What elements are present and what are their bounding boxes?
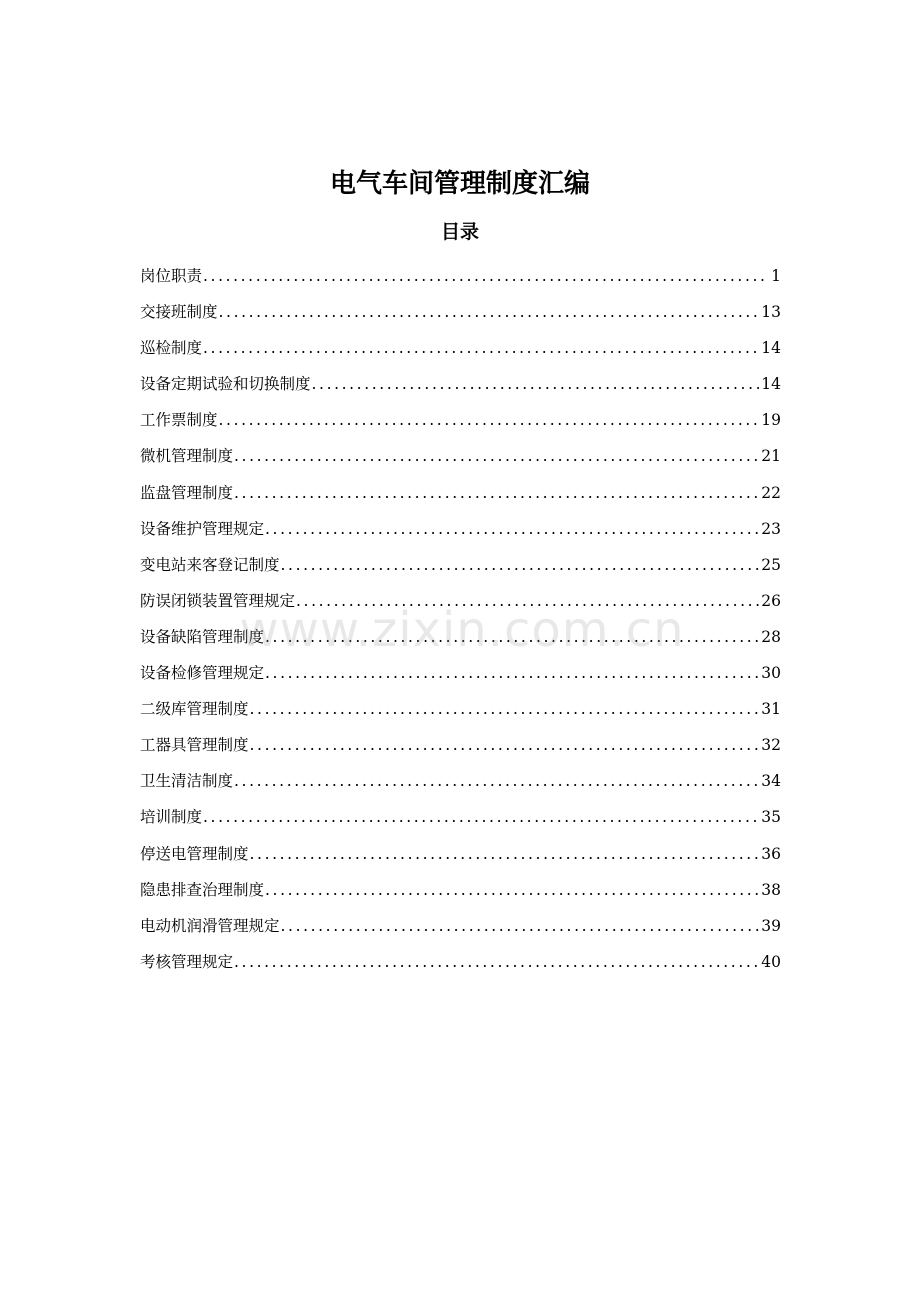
toc-entry-label: 停送电管理制度	[140, 844, 249, 863]
toc-entry-page: 40	[761, 952, 781, 971]
toc-entry-page: 13	[761, 303, 781, 322]
toc-entry[interactable]	[140, 763, 781, 799]
toc-entry-label: 防误闭锁装置管理规定	[140, 591, 296, 610]
toc-entry-label: 卫生清洁制度	[140, 772, 234, 791]
toc-entry[interactable]	[140, 366, 781, 402]
toc-dot-leader	[234, 763, 759, 799]
toc-heading: 目录	[440, 221, 479, 243]
toc-dot-leader	[234, 944, 759, 980]
toc-dot-leader	[312, 366, 760, 402]
toc-entry-page: 22	[761, 483, 781, 502]
toc-dot-leader	[203, 258, 769, 294]
toc-dot-leader	[234, 475, 759, 511]
toc-dot-leader	[281, 908, 760, 944]
toc-entry[interactable]	[140, 872, 781, 908]
toc-entry-label: 微机管理制度	[140, 447, 234, 466]
toc-entry-page: 14	[761, 339, 781, 358]
toc-entry-label: 隐患排查治理制度	[140, 880, 265, 899]
toc-entry[interactable]	[140, 258, 781, 294]
toc-dot-leader	[250, 691, 760, 727]
toc-entry-page: 35	[761, 808, 781, 827]
document-title: 电气车间管理制度汇编	[329, 169, 590, 199]
toc-dot-leader	[250, 727, 760, 763]
toc-entry-page: 19	[761, 411, 781, 430]
toc-entry-page: 21	[761, 447, 781, 466]
toc-entry-label: 交接班制度	[140, 303, 218, 322]
toc-dot-leader	[296, 583, 759, 619]
toc-dot-leader	[265, 511, 759, 547]
toc-entry[interactable]	[140, 655, 781, 691]
toc-entry[interactable]	[140, 619, 781, 655]
toc-entry[interactable]	[140, 294, 781, 330]
toc-entry-page: 36	[761, 844, 781, 863]
toc-entry-page: 26	[761, 591, 781, 610]
toc-entry[interactable]	[140, 402, 781, 438]
toc-dot-leader	[250, 836, 760, 872]
toc-entry-page: 1	[771, 267, 781, 285]
toc-entry[interactable]	[140, 511, 781, 547]
toc-dot-leader	[234, 438, 759, 474]
toc-entry-page: 28	[761, 627, 781, 646]
toc-entry-label: 设备维护管理规定	[140, 519, 265, 538]
toc-entry-page: 30	[761, 664, 781, 683]
toc-entry-label: 设备检修管理规定	[140, 664, 265, 683]
toc-entry[interactable]	[140, 583, 781, 619]
toc-entry[interactable]	[140, 799, 781, 835]
toc-entry-label: 工器具管理制度	[140, 736, 249, 755]
toc-entry[interactable]	[140, 438, 781, 474]
toc-dot-leader	[203, 330, 759, 366]
toc-dot-leader	[265, 655, 759, 691]
toc-entry-page: 31	[761, 700, 781, 719]
toc-entry-page: 34	[761, 772, 781, 791]
toc-dot-leader	[265, 619, 759, 655]
toc-entry-label: 二级库管理制度	[140, 700, 249, 719]
toc-entry[interactable]	[140, 944, 781, 980]
toc-dot-leader	[281, 547, 760, 583]
toc-dot-leader	[219, 294, 760, 330]
toc-entry-label: 电动机润滑管理规定	[140, 916, 280, 935]
toc-entry-label: 考核管理规定	[140, 952, 234, 971]
toc-entry[interactable]	[140, 475, 781, 511]
toc-entry-label: 巡检制度	[140, 339, 203, 358]
toc-entry[interactable]	[140, 330, 781, 366]
toc-dot-leader	[219, 402, 760, 438]
toc-entry-page: 32	[761, 736, 781, 755]
toc-entry[interactable]	[140, 691, 781, 727]
toc-entry-page: 25	[761, 555, 781, 574]
toc-entry[interactable]	[140, 908, 781, 944]
toc-entry-label: 岗位职责	[140, 267, 203, 285]
toc-entry[interactable]	[140, 727, 781, 763]
toc-entry-page: 14	[761, 375, 781, 394]
toc-entry-label: 培训制度	[140, 808, 203, 827]
toc-entry-page: 23	[761, 519, 781, 538]
toc-entry-page: 38	[761, 880, 781, 899]
toc-entry-label: 设备定期试验和切换制度	[140, 375, 311, 394]
toc-entry-label: 设备缺陷管理制度	[140, 627, 265, 646]
toc-entry-label: 工作票制度	[140, 411, 218, 430]
toc-entry[interactable]	[140, 836, 781, 872]
toc-dot-leader	[203, 799, 759, 835]
toc-entry-label: 监盘管理制度	[140, 483, 234, 502]
watermark: www.zixin.com.cn	[239, 602, 685, 658]
table-of-contents	[140, 258, 781, 980]
toc-entry-label: 变电站来客登记制度	[140, 555, 280, 574]
toc-entry-page: 39	[761, 916, 781, 935]
toc-dot-leader	[265, 872, 759, 908]
toc-entry[interactable]	[140, 547, 781, 583]
